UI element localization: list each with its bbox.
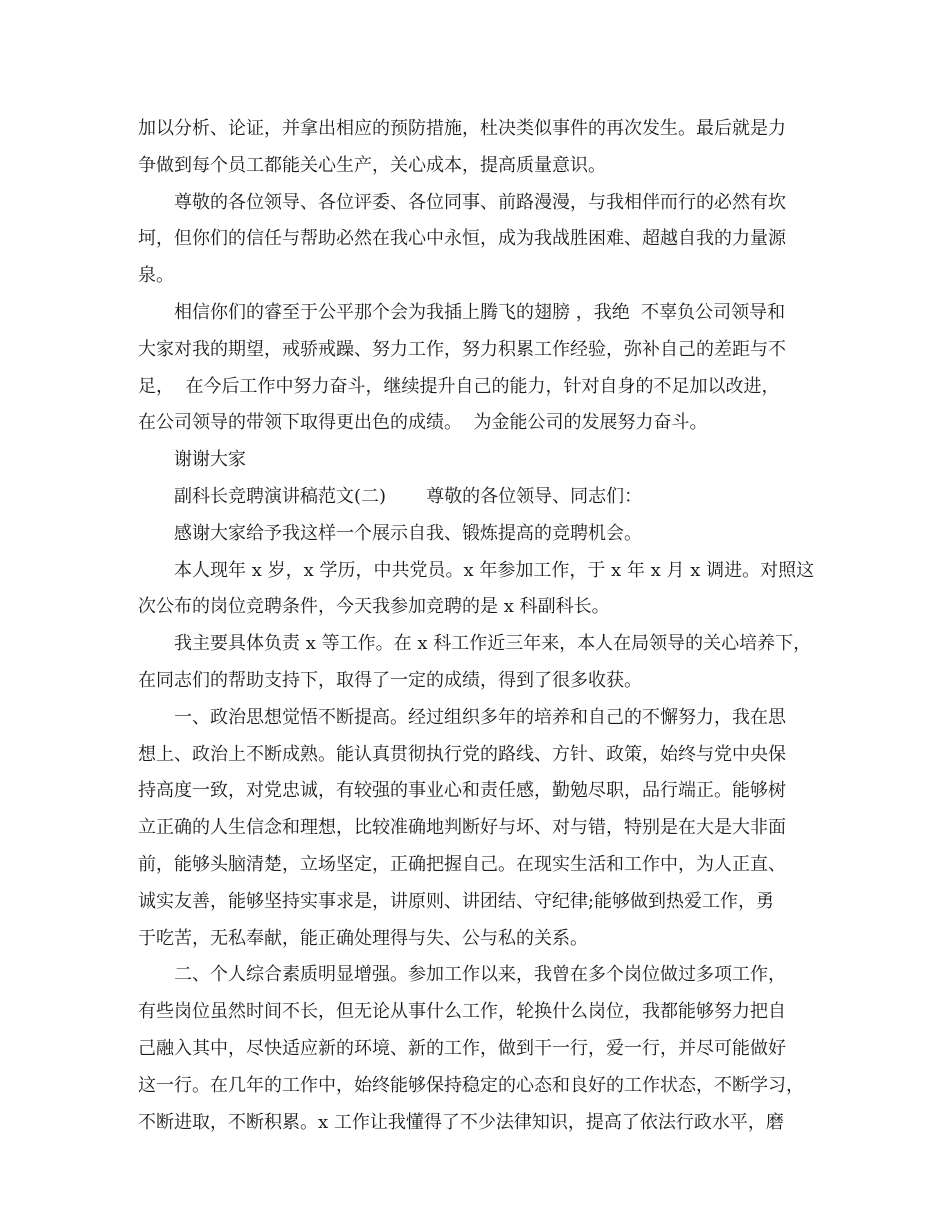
text-line: 立正确的人生信念和理想，比较准确地判断好与坏、对与错，特别是在大是大非面: [138, 817, 786, 839]
paragraph: [138, 700, 830, 958]
text-line: 泉。: [138, 265, 174, 287]
text-line: 在同志们的帮助支持下，取得了一定的成绩，得到了很多收获。: [138, 669, 642, 691]
text-line: 相信你们的睿至于公平那个会为我插上腾飞的翅膀 ，我绝 不辜负公司领导和: [174, 301, 786, 323]
text-line: 争做到每个员工都能关心生产，关心成本，提高质量意识。: [138, 154, 606, 176]
text-line: 加以分析、论证，并拿出相应的预防措施，杜决类似事件的再次发生。最后就是力: [138, 118, 786, 139]
text-line: 持高度一致，对党忠诚，有较强的事业心和责任感，勤勉尽职，品行端正。能够树: [138, 780, 786, 802]
text-line: 己融入其中，尽快适应新的环境、新的工作，做到干一行，爱一行，并尽可能做好: [138, 1037, 786, 1059]
text-line: 前，能够头脑清楚，立场坚定，正确把握自己。在现实生活和工作中，为人正直、: [138, 853, 786, 875]
text-line: 这一行。在几年的工作中，始终能够保持稳定的心态和良好的工作状态，不断学习，: [138, 1074, 804, 1096]
text-line: 有些岗位虽然时间不长，但无论从事什么工作，轮换什么岗位，我都能够努力把自: [138, 1001, 786, 1023]
section-heading: [138, 479, 830, 516]
paragraph: [138, 553, 830, 627]
text-line: 不断进取，不断积累。x 工作让我懂得了不少法律知识，提高了依法行政水平，磨: [138, 1111, 784, 1133]
text-line: 二、个人综合素质明显增强。参加工作以来，我曾在多个岗位做过多项工作，: [174, 964, 786, 986]
text-line: 在公司领导的带领下取得更出色的成绩。 为金能公司的发展努力奋斗。: [138, 412, 708, 434]
text-line: 一、政治思想觉悟不断提高。经过组织多年的培养和自己的不懈努力，我在思: [174, 706, 786, 728]
text-line: 我主要具体负责 x 等工作。在 x 科工作近三年来，本人在局领导的关心培养下，: [174, 633, 812, 655]
text-line: 足， 在今后工作中努力奋斗，继续提升自己的能力，针对自身的不足加以改进，: [138, 375, 780, 397]
paragraph: [138, 442, 830, 479]
text-line: 于吃苦，无私奉献，能正确处理得与失、公与私的关系。: [138, 927, 588, 949]
text-line: 坷，但你们的信任与帮助必然在我心中永恒，成为我战胜困难、超越自我的力量源: [138, 228, 786, 250]
paragraph: [138, 957, 830, 1141]
text-line: 大家对我的期望，戒骄戒躁、努力工作，努力积累工作经验，弥补自己的差距与不: [138, 338, 786, 360]
text-line: 次公布的岗位竞聘条件，今天我参加竞聘的是 x 科副科长。: [138, 596, 610, 618]
text-line: 感谢大家给予我这样一个展示自我、锻炼提高的竞聘机会。: [174, 522, 642, 544]
text-line: 副科长竞聘演讲稿范文(二) 尊敬的各位领导、同志们：: [174, 485, 643, 507]
text-line: 本人现年 x 岁，x 学历，中共党员。x 年参加工作，于 x 年 x 月 x 调进。对照这: [174, 559, 815, 581]
paragraph: [138, 516, 830, 553]
text-line: 尊敬的各位领导、各位评委、各位同事、前路漫漫，与我相伴而行的必然有坎: [174, 191, 786, 213]
paragraph: [138, 111, 830, 185]
paragraph: [138, 295, 830, 442]
text-line: 谢谢大家: [174, 449, 246, 471]
text-line: 想上、政治上不断成熟。能认真贯彻执行党的路线、方针、政策，始终与党中央保: [138, 743, 786, 765]
paragraph: [138, 185, 830, 295]
text-line: 诚实友善，能够坚持实事求是，讲原则、讲团结、守纪律;能够做到热爱工作，勇: [138, 890, 775, 912]
paragraph: [138, 626, 830, 700]
